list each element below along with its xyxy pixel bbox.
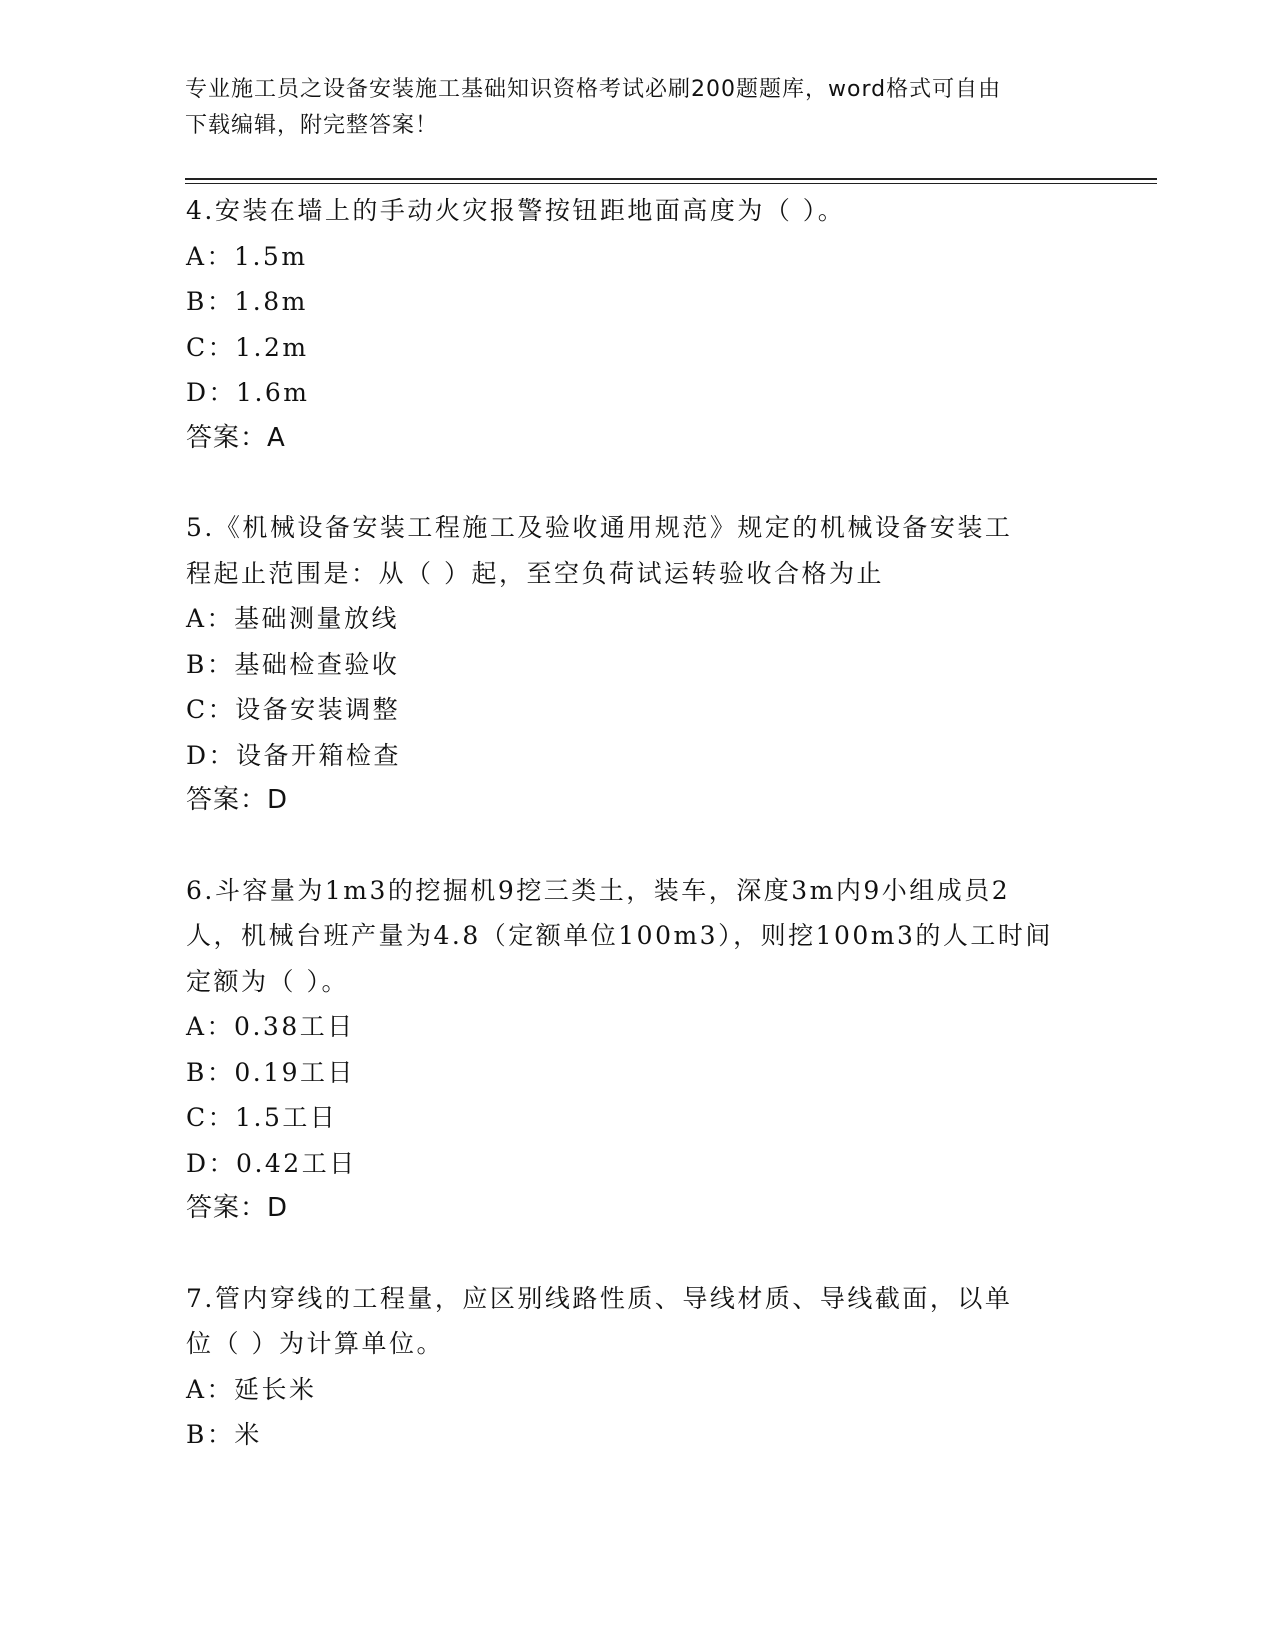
option-a: A：基础测量放线 bbox=[186, 604, 400, 633]
option-b: B：0.19工日 bbox=[186, 1057, 356, 1087]
option-b: B：1.8m bbox=[186, 287, 308, 316]
question-stem: 4.安装在墙上的手动火灾报警按钮距地面高度为（ ）。 bbox=[186, 196, 846, 225]
header-line-1: 专业施工员之设备安装施工基础知识资格考试必刷200题题库，word格式可自由 bbox=[185, 77, 1002, 102]
question-list bbox=[186, 188, 1086, 1458]
question-stem-line-2: 程起止范围是：从（ ）起，至空负荷试运转验收合格为止 bbox=[186, 558, 884, 588]
answer-label: 答案：D bbox=[186, 1193, 289, 1223]
question-5 bbox=[186, 505, 1086, 824]
option-d: D：1.6m bbox=[186, 378, 310, 407]
option-c: C：1.5工日 bbox=[186, 1103, 338, 1132]
question-stem-line-1: 5.《机械设备安装工程施工及验收通用规范》规定的机械设备安装工 bbox=[186, 513, 1013, 542]
option-a: A：1.5m bbox=[186, 241, 308, 271]
answer-label: 答案：D bbox=[186, 785, 289, 815]
header-line-2: 下载编辑，附完整答案！ bbox=[185, 113, 439, 138]
question-stem-line-1: 6.斗容量为1m3的挖掘机9挖三类土，装车，深度3m内9小组成员2 bbox=[186, 875, 1011, 905]
option-d: D：设备开箱检查 bbox=[186, 740, 402, 770]
option-c: C：1.2m bbox=[186, 332, 309, 362]
question-stem-line-3: 定额为（ ）。 bbox=[186, 966, 349, 996]
question-stem-line-2: 位（ ）为计算单位。 bbox=[186, 1329, 444, 1358]
option-a: A：0.38工日 bbox=[186, 1012, 355, 1041]
option-b: B：基础检查验收 bbox=[186, 649, 400, 679]
option-a: A：延长米 bbox=[186, 1374, 317, 1404]
question-6 bbox=[186, 868, 1086, 1232]
option-c: C：设备安装调整 bbox=[186, 695, 401, 724]
question-stem-line-2: 人，机械台班产量为4.8（定额单位100m3），则挖100m3的人工时间 bbox=[186, 921, 1053, 950]
question-stem-line-1: 7.管内穿线的工程量，应区别线路性质、导线材质、导线截面，以单 bbox=[186, 1283, 1013, 1313]
question-4 bbox=[186, 188, 1086, 461]
header-divider-thick bbox=[185, 178, 1157, 180]
document-header bbox=[185, 72, 1085, 144]
question-7 bbox=[186, 1276, 1086, 1458]
header-divider-thin bbox=[185, 183, 1157, 184]
option-d: D：0.42工日 bbox=[186, 1148, 357, 1178]
answer-label: 答案：A bbox=[186, 422, 286, 453]
option-b: B：米 bbox=[186, 1420, 262, 1449]
